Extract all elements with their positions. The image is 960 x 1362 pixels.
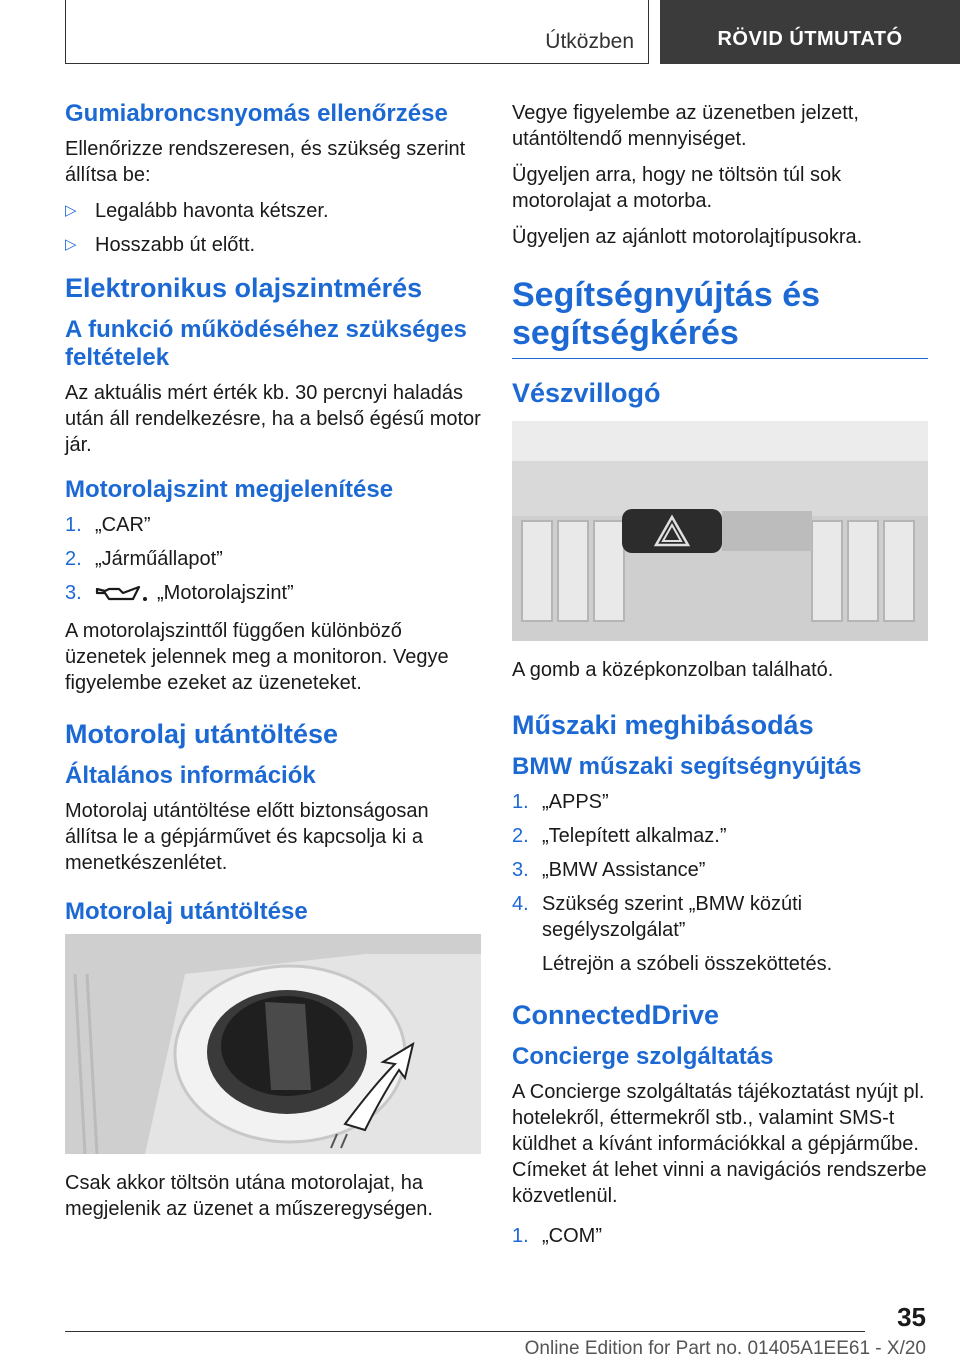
- list-item: 4. Szükség szerint „BMW közúti segélyszolgálat” Létrejön a szóbeli összeköttetés.: [512, 891, 928, 977]
- triangle-bullet-icon: ▷: [65, 236, 77, 253]
- hazard-console-illustration: [512, 421, 928, 641]
- oil-refill-subheading: Motorolaj utántöltése: [65, 898, 308, 925]
- list-item: ▷ Hosszabb út előtt.: [65, 234, 256, 256]
- bmw-assist-steps: [512, 789, 928, 977]
- oil-cap-illustration: [65, 934, 481, 1154]
- list-item: 1. „APPS”: [512, 791, 609, 813]
- list-item: ▷ Legalább havonta kétszer.: [65, 200, 329, 222]
- oil-refill-heading: Motorolaj utántöltése: [65, 719, 339, 749]
- concierge-text: A Concierge szolgáltatás tájékoztatást nyújt pl. hotelekről, éttermekről stb., valamint SMS-t küldhet a kívánt információkkal a gépjárműbe. Címeket át lehet vinni a navigációs rendszerbe közvetlenül.: [512, 1081, 927, 1207]
- concierge-steps: [512, 1223, 928, 1249]
- header-section: Útközben: [545, 30, 634, 53]
- left-column: [65, 100, 481, 1232]
- breakdown-heading: Műszaki meghibásodás: [512, 710, 814, 740]
- right-column: [512, 100, 928, 1261]
- hazard-button-photo: [512, 421, 928, 641]
- oil-display-heading: Motorolajszint megjelenítése: [65, 476, 394, 503]
- list-item: 2. „Járműállapot”: [65, 548, 223, 570]
- list-item: 1. „CAR”: [65, 514, 151, 536]
- oil-heading: Elektronikus olajszintmérés: [65, 273, 423, 303]
- refill-note-1: Vegye figyelembe az üzenetben jelzett, utántöltendő mennyiséget.: [512, 102, 859, 150]
- refill-note-2: Ügyeljen arra, hogy ne töltsön túl sok motorolajat a motorba.: [512, 164, 842, 212]
- general-info-text: Motorolaj utántöltése előtt biztonságosan állítsa le a gépjárművet és kapcsolja ki a menetkészenlétet.: [65, 800, 429, 874]
- oil-can-icon: [95, 583, 151, 605]
- heading-rule: [512, 358, 928, 359]
- list-item: 2. „Telepített alkalmaz.”: [512, 825, 727, 847]
- tire-list: [65, 198, 481, 258]
- oil-cap-photo: [65, 934, 481, 1154]
- hazard-caption: A gomb a középkonzolban található.: [512, 659, 834, 681]
- tire-intro: Ellenőrizze rendszeresen, és szükség szerint állítsa be:: [65, 138, 466, 186]
- footer-edition: Online Edition for Part no. 01405A1EE61 - X/20: [524, 1338, 926, 1359]
- tire-pressure-heading: Gumiabroncsnyomás ellenőrzése: [65, 100, 448, 127]
- header-chapter: RÖVID ÚTMUTATÓ: [660, 0, 960, 64]
- requirements-heading: A funkció működéséhez szükséges feltételek: [65, 316, 467, 371]
- oil-display-steps: [65, 512, 481, 606]
- hazard-heading: Vészvillogó: [512, 378, 661, 408]
- list-item: 1. „COM”: [512, 1225, 602, 1247]
- requirements-text: Az aktuális mért érték kb. 30 percnyi haladás után áll rendelkezésre, ha a belső égésű motor jár.: [65, 382, 481, 456]
- oil-display-text: A motorolajszinttől függően különböző üzenetek jelennek meg a monitoron. Vegye figyelembe ezeket az üzeneteket.: [65, 620, 449, 694]
- page-number: 35: [897, 1302, 926, 1332]
- oil-refill-caption: Csak akkor töltsön utána motorolajat, ha megjelenik az üzenet a műszeregységen.: [65, 1172, 433, 1220]
- help-heading: Segítségnyújtás és segítségkérés: [512, 276, 821, 352]
- triangle-bullet-icon: ▷: [65, 202, 77, 219]
- connected-drive-heading: ConnectedDrive: [512, 1000, 720, 1030]
- step-result: Létrejön a szóbeli összeköttetés.: [542, 953, 833, 975]
- list-item: 3. „Motorolajszint”: [65, 582, 294, 604]
- general-info-heading: Általános információk: [65, 762, 316, 789]
- bmw-assist-heading: BMW műszaki segítségnyújtás: [512, 753, 862, 780]
- footer-rule: [65, 1331, 865, 1332]
- concierge-heading: Concierge szolgáltatás: [512, 1043, 774, 1070]
- refill-note-3: Ügyeljen az ajánlott motorolajtípusokra.: [512, 226, 863, 248]
- list-item: 3. „BMW Assistance”: [512, 859, 706, 881]
